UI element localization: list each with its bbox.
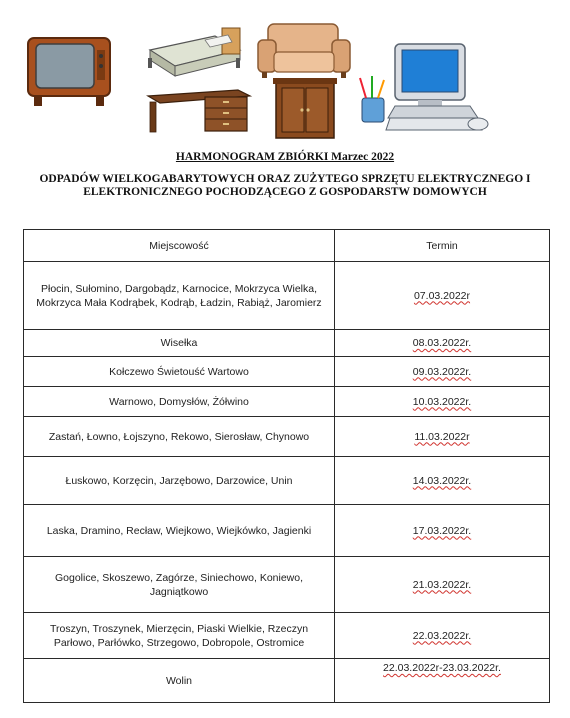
place-cell: Wolin xyxy=(24,659,335,703)
table-header-row xyxy=(24,230,550,262)
place-cell: Zastań, Łowno, Łojszyno, Rekowo, Sierosław, Chynowo xyxy=(24,417,335,457)
wardrobe-icon xyxy=(273,78,337,138)
table-row xyxy=(24,457,550,505)
place-cell: Łuskowo, Korzęcin, Jarzębowo, Darzowice, Unin xyxy=(24,457,335,505)
date-cell: 17.03.2022r. xyxy=(335,505,550,557)
schedule-subtitle: ODPADÓW WIELKOGABARYTOWYCH ORAZ ZUŻYTEGO SPRZĘTU ELEKTRYCZNEGO I ELEKTRONICZNEGO POCHODZĄCEGO Z GOSPODARSTW DOMOWYCH xyxy=(39,173,531,198)
date-cell: 14.03.2022r. xyxy=(335,457,550,505)
header-date: Termin xyxy=(335,230,550,262)
date-cell: 09.03.2022r. xyxy=(335,357,550,387)
place-cell: Płocin, Sułomino, Dargobądz, Karnocice, Mokrzyca Wielka, Mokrzyca Mała Kodrąbek, Kodrąb, Ładzin, Rabiąż, Jaromierz xyxy=(24,262,335,330)
schedule-table xyxy=(23,229,550,703)
table-row xyxy=(24,613,550,659)
table-row xyxy=(24,262,550,330)
place-cell: Kołczewo Świetouść Wartowo xyxy=(24,357,335,387)
date-cell: 22.03.2022r-23.03.2022r. xyxy=(335,659,550,703)
date-cell: 10.03.2022r. xyxy=(335,387,550,417)
date-cell: 21.03.2022r. xyxy=(335,557,550,613)
date-cell: 22.03.2022r. xyxy=(335,613,550,659)
place-cell: Troszyn, Troszynek, Mierzęcin, Piaski Wielkie, Rzeczyn Parłowo, Parłówko, Strzegowo, Dobropole, Ostromice xyxy=(24,613,335,659)
place-cell: Wisełka xyxy=(24,330,335,357)
table-row xyxy=(24,330,550,357)
place-cell: Laska, Dramino, Recław, Wiejkowo, Wiejkówko, Jagienki xyxy=(24,505,335,557)
table-row xyxy=(24,557,550,613)
table-row xyxy=(24,387,550,417)
table-row xyxy=(24,659,550,703)
schedule-title: HARMONOGRAM ZBIÓRKI Marzec 2022 xyxy=(175,151,395,163)
table-row xyxy=(24,417,550,457)
place-cell: Warnowo, Domysłów, Żółwino xyxy=(24,387,335,417)
table-row xyxy=(24,357,550,387)
tv-icon xyxy=(28,38,110,106)
date-cell: 07.03.2022r xyxy=(335,262,550,330)
clipart-banner xyxy=(0,0,570,145)
computer-icon xyxy=(360,44,488,130)
place-cell: Gogolice, Skoszewo, Zagórze, Siniechowo, Koniewo, Jagniątkowo xyxy=(24,557,335,613)
bed-icon xyxy=(148,28,240,76)
desk-icon xyxy=(148,90,250,132)
table-row xyxy=(24,505,550,557)
date-cell: 08.03.2022r. xyxy=(335,330,550,357)
header-place: Miejscowość xyxy=(24,230,335,262)
date-cell: 11.03.2022r xyxy=(335,417,550,457)
armchair-icon xyxy=(258,24,350,78)
